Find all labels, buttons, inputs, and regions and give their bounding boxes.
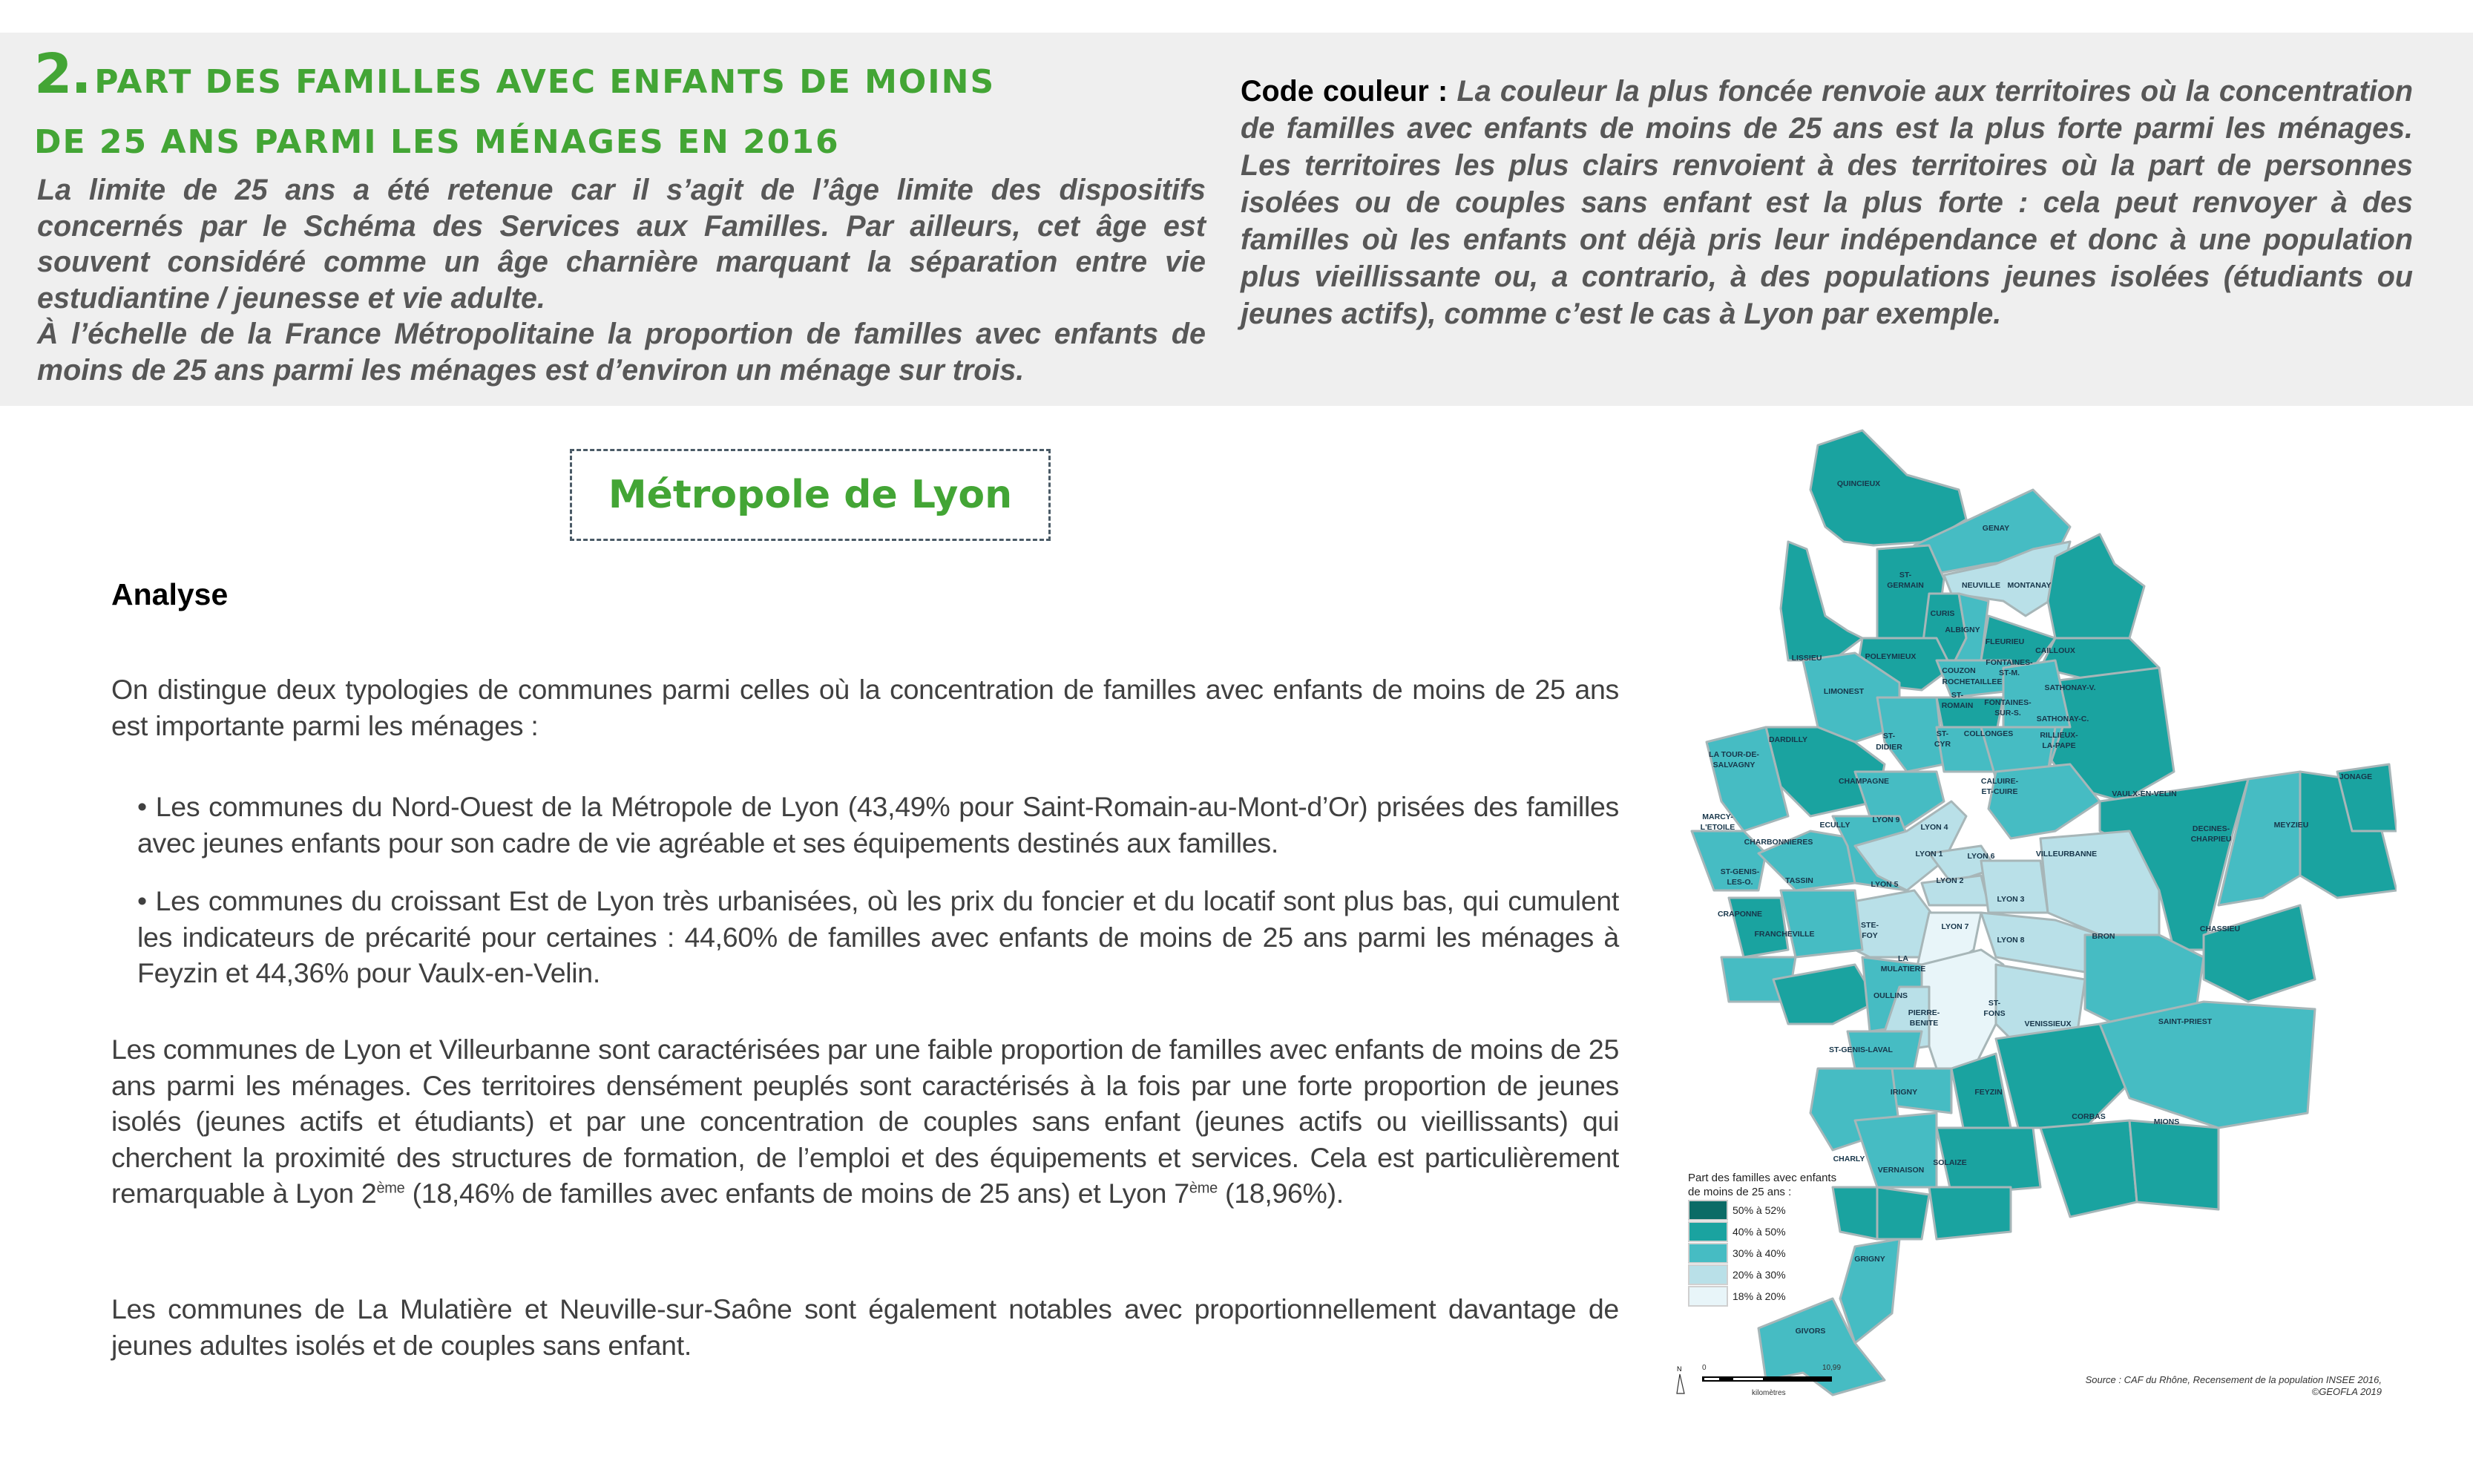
svg-text:CORBAS: CORBAS (2072, 1112, 2106, 1121)
svg-text:COUZON: COUZON (1942, 666, 1976, 675)
svg-text:POLEYMIEUX: POLEYMIEUX (1865, 652, 1917, 661)
svg-text:LYON 9: LYON 9 (1872, 815, 1900, 824)
intro-text (37, 172, 1206, 388)
p2-part-a: Les communes de Lyon et Villeurbanne sont caractérisées par une faible proportion de familles avec enfants de moins de 25 ans parmi les ménages. Ces territoires densément peuplés sont caractérisés à la fois par une forte proportion de jeunes isolés (jeunes actifs et étudiants) et par une concentration de couples sans enfant (jeunes actifs ou vieillissants) qui cherchent la proximité des structures de formation, de l’emploi et des équipements et services. Cela est particulièrement remarquable à Lyon 2 (111, 1034, 1619, 1209)
svg-text:L'ETOILE: L'ETOILE (1700, 823, 1735, 832)
analysis-paragraph-2 (111, 1031, 1619, 1212)
legend-label: 40% à 50% (1733, 1225, 1786, 1238)
legend-swatch (1688, 1221, 1728, 1242)
svg-text:LIMONEST: LIMONEST (1823, 687, 1865, 696)
svg-text:ST-: ST- (1988, 999, 2001, 1008)
color-code-label: Code couleur : (1241, 75, 1448, 108)
svg-text:LYON 1: LYON 1 (1915, 850, 1943, 858)
svg-text:SAINT-PRIEST: SAINT-PRIEST (2158, 1017, 2213, 1026)
commune-corbas (2040, 1120, 2137, 1217)
svg-text:TASSIN: TASSIN (1785, 876, 1813, 885)
svg-text:SUR-S.: SUR-S. (1994, 709, 2021, 718)
svg-text:DECINES-: DECINES- (2192, 824, 2230, 833)
svg-text:BENITE: BENITE (1909, 1019, 1939, 1028)
svg-text:CHARLY: CHARLY (1833, 1155, 1865, 1163)
p2-superscript-2: ème (1189, 1180, 1218, 1197)
commune-chassieu (2204, 905, 2315, 1002)
legend-swatch (1688, 1243, 1728, 1264)
svg-text:VILLEURBANNE: VILLEURBANNE (2035, 850, 2098, 858)
svg-text:NEUVILLE: NEUVILLE (1962, 581, 2000, 590)
svg-text:LYON 7: LYON 7 (1941, 922, 1969, 931)
svg-text:SALVAGNY: SALVAGNY (1712, 761, 1756, 769)
svg-text:LISSIEU: LISSIEU (1791, 654, 1822, 663)
analysis-p3-text: Les communes de La Mulatière et Neuville-sur-Saône sont également notables avec proportionnellement davantage de jeunes adultes isolés et de couples sans enfant. (111, 1293, 1619, 1361)
legend-title-1: Part des familles avec enfants (1688, 1172, 1837, 1184)
svg-text:ECULLY: ECULLY (1819, 821, 1850, 830)
legend-title-2: de moins de 25 ans : (1688, 1186, 1792, 1198)
svg-text:ST-: ST- (1936, 729, 1949, 738)
svg-text:ST-: ST- (1899, 571, 1912, 580)
svg-text:CYR: CYR (1934, 740, 1951, 749)
commune-tassin (1781, 890, 1862, 957)
legend-row (1688, 1221, 1836, 1242)
territory-label: Métropole de Lyon (608, 473, 1013, 517)
svg-text:JONAGE: JONAGE (2339, 772, 2373, 781)
svg-text:OULLINS: OULLINS (1873, 991, 1908, 1000)
svg-text:MONTANAY: MONTANAY (2007, 581, 2052, 590)
title-line-1: PART DES FAMILLES AVEC ENFANTS DE MOINS (94, 63, 996, 101)
svg-text:LA-PAPE: LA-PAPE (2042, 741, 2076, 750)
svg-text:GIVORS: GIVORS (1795, 1327, 1826, 1336)
svg-text:DARDILLY: DARDILLY (1768, 735, 1808, 744)
bullet-2-text: • Les communes du croissant Est de Lyon très urbanisées, où les prix du foncier et du locatif sont plus bas, qui cumulent les indicateurs de précarité pour certaines : 44,60% de familles avec enfants de moins de 25 ans parmi les ménages à Feyzin et 44,36% pour Vaulx-en-Velin. (137, 885, 1619, 988)
legend-row (1688, 1199, 1836, 1221)
section-number: 2. (34, 42, 91, 106)
commune-quincieux (1810, 430, 1966, 545)
svg-text:FONTAINES-: FONTAINES- (1984, 698, 2032, 707)
analysis-heading: Analyse (111, 577, 229, 611)
legend-label: 30% à 40% (1733, 1247, 1786, 1259)
p2-part-b: (18,46% de familles avec enfants de moins de 25 ans) et Lyon 7 (404, 1178, 1189, 1209)
svg-text:FEYZIN: FEYZIN (1974, 1088, 2003, 1097)
title-line-2: DE 25 ANS PARMI LES MÉNAGES EN 2016 (34, 123, 840, 161)
source-line-2: ©GEOFLA 2019 (2311, 1386, 2382, 1397)
svg-text:IRIGNY: IRIGNY (1890, 1088, 1918, 1097)
svg-text:LES-O.: LES-O. (1727, 878, 1753, 887)
svg-text:MULATIERE: MULATIERE (1880, 965, 1926, 974)
scale-end: 10,99 (1822, 1364, 1842, 1372)
svg-text:ST-M.: ST-M. (1999, 669, 2020, 677)
intro-paragraph-1: La limite de 25 ans a été retenue car il s’agit de l’âge limite des dispositifs concernés par le Schéma des Services aux Familles. Par ailleurs, cet âge est souvent considéré comme un âge charnière marquant la séparation entre vie estudiantine / jeunesse et vie adulte. (37, 174, 1206, 315)
commune-solaize (1929, 1187, 2011, 1239)
color-code-note (1241, 73, 2413, 332)
svg-text:ST-GENIS-: ST-GENIS- (1720, 867, 1760, 876)
svg-text:LYON 6: LYON 6 (1967, 852, 1995, 861)
svg-text:VERNAISON: VERNAISON (1877, 1166, 1925, 1175)
territory-box (570, 449, 1051, 541)
svg-text:LYON 5: LYON 5 (1871, 880, 1899, 889)
svg-text:MEYZIEU: MEYZIEU (2273, 821, 2309, 830)
svg-text:SOLAIZE: SOLAIZE (1933, 1158, 1967, 1167)
scale-bar (1674, 1364, 2060, 1408)
legend-label: 18% à 20% (1733, 1290, 1786, 1302)
svg-text:LYON 2: LYON 2 (1936, 876, 1964, 885)
legend-row (1688, 1242, 1836, 1264)
source-line-1: Source : CAF du Rhône, Recensement de la population INSEE 2016, (2085, 1374, 2382, 1385)
map-source (2033, 1374, 2382, 1398)
svg-text:VENISSIEUX: VENISSIEUX (2024, 1020, 2072, 1028)
svg-text:CRAPONNE: CRAPONNE (1717, 910, 1763, 919)
p2-superscript-1: ème (376, 1180, 405, 1197)
analysis-p1-text: On distingue deux typologies de communes parmi celles où la concentration de familles avec enfants de moins de 25 ans est importante parmi les ménages : (111, 674, 1619, 741)
commune-vernaison (1877, 1187, 1929, 1239)
svg-text:ET-CUIRE: ET-CUIRE (1981, 787, 2018, 796)
svg-text:ALBIGNY: ALBIGNY (1945, 626, 1980, 634)
svg-text:QUINCIEUX: QUINCIEUX (1836, 479, 1881, 488)
svg-text:ROCHETAILLEE: ROCHETAILLEE (1942, 677, 2003, 686)
legend-label: 50% à 52% (1733, 1204, 1786, 1216)
bullet-1-text: • Les communes du Nord-Ouest de la Métropole de Lyon (43,49% pour Saint-Romain-au-Mont-d’Or) prisées des familles avec jeunes enfants pour son cadre de vie agréable et ses équipements destinés aux familles. (137, 791, 1619, 858)
map-legend (1688, 1171, 1836, 1307)
svg-text:N: N (1677, 1365, 1682, 1373)
svg-text:MIONS: MIONS (2153, 1117, 2180, 1126)
svg-text:GRIGNY: GRIGNY (1854, 1255, 1885, 1264)
svg-text:GERMAIN: GERMAIN (1887, 581, 1924, 590)
legend-swatch (1688, 1200, 1728, 1221)
svg-text:VAULX-EN-VELIN: VAULX-EN-VELIN (2112, 789, 2177, 798)
north-arrow-icon (1674, 1364, 1704, 1401)
svg-text:CALUIRE-: CALUIRE- (1980, 777, 2019, 786)
svg-text:FONTAINES-: FONTAINES- (1986, 658, 2033, 667)
svg-text:CHARPIEU: CHARPIEU (2190, 835, 2232, 844)
svg-text:ROMAIN: ROMAIN (1941, 701, 1974, 710)
svg-text:ST-: ST- (1951, 691, 1964, 700)
svg-text:FRANCHEVILLE: FRANCHEVILLE (1754, 930, 1815, 939)
svg-text:RILLIEUX-: RILLIEUX- (2040, 731, 2078, 740)
svg-text:CHASSIEU: CHASSIEU (2199, 925, 2241, 933)
page-title (34, 42, 1221, 176)
color-code-text: La couleur la plus foncée renvoie aux territoires où la concentration de familles avec enfants de moins de 25 ans est la plus forte parmi les ménages. Les territoires les plus clairs renvoient à des territoires où la part de personnes isolées ou de couples sans enfant est la plus forte : cela peut renvoyer à des familles où les enfants ont déjà pris leur indépendance et donc à une population plus vieillissante ou, a contrario, à des populations jeunes isolées (étudiants ou jeunes actifs), comme c’est le cas à Lyon par exemple. (1241, 75, 2413, 330)
legend-label: 20% à 30% (1733, 1268, 1786, 1281)
analysis-bullet-2 (137, 883, 1619, 991)
svg-text:MARCY-: MARCY- (1702, 812, 1733, 821)
scale-start: 0 (1702, 1364, 1707, 1372)
svg-text:LA TOUR-DE-: LA TOUR-DE- (1709, 750, 1759, 759)
p2-part-c: (18,96%). (1217, 1178, 1344, 1209)
svg-text:SATHONAY-C.: SATHONAY-C. (2036, 715, 2089, 723)
scale-bar-graphic (1702, 1376, 1832, 1382)
svg-text:ST-GENIS-LAVAL: ST-GENIS-LAVAL (1829, 1045, 1893, 1054)
svg-text:LYON 8: LYON 8 (1997, 936, 2025, 945)
commune-lyon-6 (1981, 861, 2048, 913)
analysis-paragraph-3 (111, 1291, 1619, 1363)
svg-text:ST-: ST- (1882, 732, 1896, 741)
svg-text:FLEURIEU: FLEURIEU (1985, 637, 2025, 646)
svg-text:CHARBONNIERES: CHARBONNIERES (1744, 838, 1813, 847)
svg-text:COLLONGES: COLLONGES (1963, 729, 2014, 738)
commune-mions (2129, 1120, 2219, 1209)
legend-row (1688, 1264, 1836, 1285)
legend-row (1688, 1285, 1836, 1307)
svg-text:CURIS: CURIS (1930, 609, 1955, 618)
svg-text:CAILLOUX: CAILLOUX (2035, 646, 2075, 655)
commune-lissieu (1781, 542, 1862, 660)
svg-text:GENAY: GENAY (1982, 524, 2010, 533)
svg-text:PIERRE-: PIERRE- (1908, 1008, 1940, 1017)
svg-text:DIDIER: DIDIER (1876, 743, 1902, 752)
analysis-bullet-1 (137, 789, 1619, 861)
svg-text:FOY: FOY (1862, 931, 1878, 940)
svg-text:LYON 3: LYON 3 (1997, 895, 2025, 904)
commune-st-genis-les-o (1729, 898, 1788, 957)
commune-irigny (1855, 1113, 1937, 1187)
scale-unit: kilomètres (1752, 1389, 1786, 1397)
svg-text:STE-: STE- (1861, 921, 1879, 930)
svg-text:SATHONAY-V.: SATHONAY-V. (2044, 683, 2096, 692)
svg-text:FONS: FONS (1983, 1009, 2006, 1018)
svg-text:BRON: BRON (2092, 932, 2115, 941)
intro-paragraph-2: À l’échelle de la France Métropolitaine la proportion de familles avec enfants de moins de 25 ans parmi les ménages est d’environ un ménage sur trois. (37, 318, 1206, 387)
svg-text:CHAMPAGNE: CHAMPAGNE (1838, 777, 1890, 786)
analysis-paragraph-1 (111, 672, 1619, 743)
legend-swatch (1688, 1264, 1728, 1285)
svg-text:LYON 4: LYON 4 (1920, 823, 1948, 832)
legend-swatch (1688, 1286, 1728, 1307)
svg-text:LA: LA (1898, 954, 1908, 963)
